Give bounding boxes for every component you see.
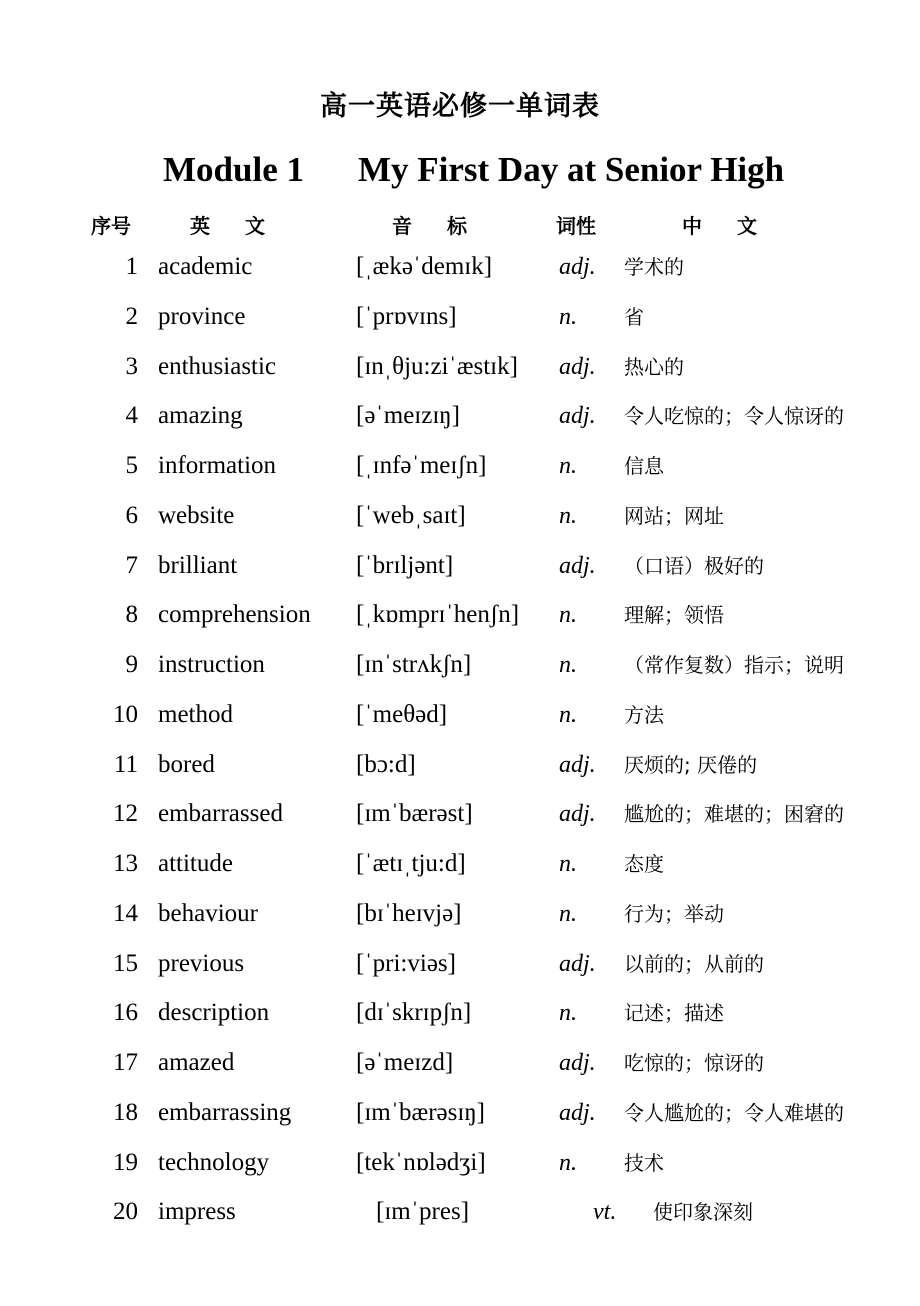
vocab-row: [0, 544, 920, 594]
entry-word: embarrassing: [158, 1098, 292, 1126]
entry-pos: n.: [559, 303, 577, 330]
vocab-row: [0, 1091, 920, 1141]
entry-number: 6: [125, 501, 138, 529]
entry-pos: n.: [559, 851, 577, 877]
entry-phonetic: [ɪnˌθju:ziˈæstɪk]: [356, 352, 518, 380]
entry-number: 2: [125, 302, 138, 330]
entry-meaning: 省: [624, 304, 644, 329]
entry-number: 10: [113, 700, 138, 728]
vocab-row: [0, 643, 920, 693]
entry-word: attitude: [158, 850, 233, 877]
entry-word: comprehension: [158, 601, 311, 629]
entry-phonetic: [bɪˈheɪvjə]: [356, 899, 462, 927]
entry-pos: adj.: [559, 403, 596, 430]
header-number: 序号: [91, 214, 131, 238]
entry-number: 3: [125, 352, 138, 380]
entry-number: 9: [125, 651, 138, 678]
entry-meaning: 技术: [624, 1150, 664, 1175]
entry-word: amazed: [158, 1049, 235, 1076]
entry-phonetic: [ˌækəˈdemɪk]: [356, 253, 493, 280]
entry-phonetic: [əˈmeɪzɪŋ]: [356, 402, 460, 430]
entry-meaning: 令人吃惊的；令人惊讶的: [624, 404, 844, 429]
entry-phonetic: [ˈprɒvɪns]: [356, 302, 457, 330]
vocab-row: [0, 991, 920, 1041]
vocab-row: [0, 942, 920, 992]
header-pos: 词性: [556, 214, 596, 238]
entry-meaning: （口语）极好的: [624, 553, 764, 578]
vocab-row: [0, 892, 920, 942]
entry-word: embarrassed: [158, 800, 283, 828]
entry-phonetic: [ˈbrɪljənt]: [356, 551, 454, 579]
entry-word: technology: [158, 1148, 270, 1176]
entry-meaning: 尴尬的；难堪的；困窘的: [624, 802, 844, 827]
entry-meaning: 方法: [624, 702, 664, 727]
entry-number: 19: [113, 1148, 138, 1176]
vocab-row: [0, 1041, 920, 1091]
entry-pos: adj.: [559, 254, 596, 280]
entry-word: instruction: [158, 651, 265, 678]
entry-phonetic: [ˈpri:viəs]: [356, 949, 456, 977]
entry-pos: vt.: [593, 1199, 617, 1226]
entry-phonetic: [ˌɪnfəˈmeɪʃn]: [356, 452, 487, 479]
entry-number: 18: [113, 1098, 138, 1126]
entry-number: 8: [125, 601, 138, 629]
entry-meaning: 记述；描述: [624, 1001, 724, 1026]
entry-word: enthusiastic: [158, 352, 277, 380]
entry-pos: adj.: [559, 1099, 596, 1126]
entry-number: 20: [113, 1198, 138, 1226]
entry-word: website: [158, 501, 235, 529]
entry-pos: adj.: [559, 353, 596, 380]
entry-phonetic: [tekˈnɒlədʒi]: [356, 1148, 486, 1176]
entry-meaning: 吃惊的；惊讶的: [624, 1051, 764, 1075]
module-heading: [163, 150, 784, 190]
vocab-row: [0, 593, 920, 643]
vocabulary-list: [0, 245, 920, 1240]
vocab-row: [0, 394, 920, 444]
vocab-row: [0, 1141, 920, 1191]
vocab-row: [0, 842, 920, 892]
entry-phonetic: [ˈætɪˌtju:d]: [356, 850, 466, 877]
entry-number: 12: [113, 800, 138, 828]
entry-phonetic: [dɪˈskrɪpʃn]: [356, 999, 472, 1027]
entry-phonetic: [ɪmˈpres]: [376, 1198, 470, 1226]
entry-meaning: 学术的: [624, 255, 684, 279]
vocab-row: [0, 743, 920, 793]
entry-number: 7: [125, 551, 138, 579]
entry-phonetic: [ˈmeθəd]: [356, 700, 448, 728]
entry-pos: n.: [559, 652, 577, 678]
entry-meaning: 使印象深刻: [653, 1200, 753, 1225]
vocab-row: [0, 444, 920, 494]
header-chinese: 中 文: [682, 214, 771, 238]
entry-number: 11: [113, 750, 138, 778]
vocab-row: [0, 693, 920, 743]
entry-phonetic: [əˈmeɪzd]: [356, 1049, 454, 1076]
entry-word: method: [158, 700, 233, 728]
entry-meaning: 网站；网址: [624, 503, 724, 528]
entry-pos: n.: [559, 453, 577, 479]
vocab-row: [0, 792, 920, 842]
page-title: 高一英语必修一单词表: [320, 91, 600, 122]
entry-word: province: [158, 302, 246, 330]
entry-number: 15: [113, 949, 138, 977]
entry-phonetic: [ɪnˈstrʌkʃn]: [356, 651, 472, 678]
entry-word: previous: [158, 949, 245, 977]
entry-word: description: [158, 999, 270, 1027]
module-label: Module 1: [163, 150, 304, 189]
entry-word: academic: [158, 253, 253, 280]
entry-number: 16: [113, 999, 138, 1027]
entry-word: impress: [158, 1198, 236, 1226]
vocab-row: [0, 295, 920, 345]
entry-pos: adj.: [559, 950, 596, 977]
entry-meaning: 信息: [624, 454, 664, 478]
entry-number: 5: [125, 452, 138, 479]
entry-word: behaviour: [158, 899, 258, 927]
header-phonetic: 音 标: [392, 214, 481, 238]
entry-phonetic: [ˈwebˌsaɪt]: [356, 501, 466, 529]
vocab-row: [0, 1190, 920, 1240]
entry-number: 4: [125, 402, 138, 430]
vocab-row: [0, 245, 920, 295]
entry-meaning: 态度: [624, 852, 664, 876]
entry-pos: n.: [559, 1149, 577, 1176]
entry-pos: adj.: [559, 552, 596, 579]
entry-pos: n.: [559, 502, 577, 529]
entry-pos: adj.: [559, 1050, 596, 1076]
entry-number: 13: [113, 850, 138, 877]
entry-meaning: 热心的: [624, 354, 684, 379]
entry-meaning: 理解；领悟: [624, 603, 724, 628]
entry-word: brilliant: [158, 551, 238, 579]
entry-pos: adj.: [559, 801, 596, 828]
entry-meaning: 以前的；从前的: [624, 951, 764, 976]
entry-number: 14: [113, 899, 138, 927]
entry-meaning: 厌烦的; 厌倦的: [624, 752, 758, 777]
header-english: 英 文: [190, 214, 279, 238]
entry-pos: n.: [559, 701, 577, 728]
entry-word: amazing: [158, 402, 243, 430]
entry-meaning: （常作复数）指示；说明: [624, 653, 844, 677]
vocab-row: [0, 494, 920, 544]
entry-meaning: 令人尴尬的；令人难堪的: [624, 1100, 844, 1125]
entry-number: 1: [125, 253, 138, 280]
entry-phonetic: [ɪmˈbærəst]: [356, 800, 473, 828]
entry-meaning: 行为；举动: [624, 901, 724, 926]
entry-word: information: [158, 452, 277, 479]
entry-pos: n.: [559, 602, 577, 629]
entry-pos: n.: [559, 900, 577, 927]
vocab-row: [0, 345, 920, 395]
entry-word: bored: [158, 750, 215, 778]
entry-number: 17: [113, 1049, 138, 1076]
entry-pos: n.: [559, 1000, 577, 1027]
entry-pos: adj.: [559, 751, 596, 778]
entry-phonetic: [ˌkɒmprɪˈhenʃn]: [356, 601, 520, 629]
module-name: My First Day at Senior High: [357, 150, 785, 189]
entry-phonetic: [ɪmˈbærəsɪŋ]: [356, 1098, 486, 1126]
entry-phonetic: [bɔ:d]: [356, 750, 416, 778]
